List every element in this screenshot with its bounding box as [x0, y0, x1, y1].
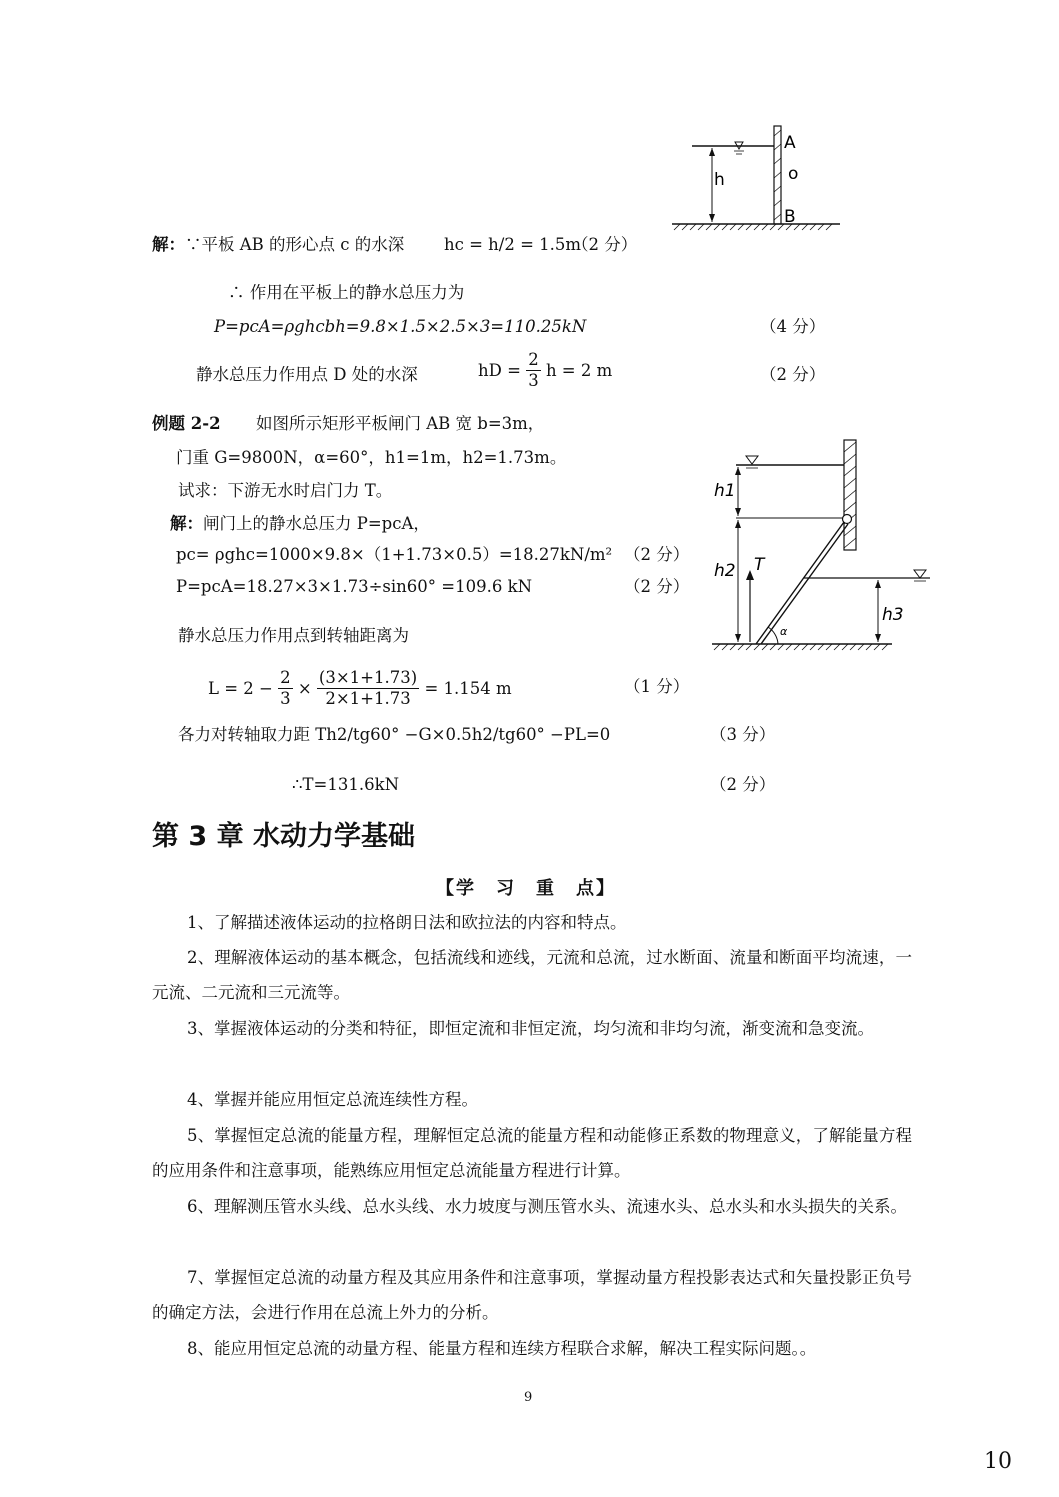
ex22-L-f2-den: 2×1+1.73 — [325, 689, 411, 708]
ex22-L-lhs: L = 2 − — [208, 678, 273, 698]
ex22-moment-eq: 各力对转轴取力距 Th2/tg60° −G×0.5h2/tg60° −PL=0 — [178, 725, 611, 744]
sol1-label: 解： — [152, 235, 185, 254]
sol1-line1-text: ∵平板 AB 的形心点 c 的水深 — [185, 235, 405, 254]
fig1-label-a: A — [784, 133, 796, 153]
sol1-line2: ∴ 作用在平板上的静水总压力为 — [228, 283, 465, 302]
focus-item-6: 6、理解测压管水头线、总水头线、水力坡度与测压管水头、流速水头、总水头和水头损失的关系。 — [187, 1197, 907, 1216]
outer-page-number: 10 — [984, 1449, 1012, 1474]
figure-inclined-gate — [700, 430, 940, 665]
fig1-label-h: h — [714, 170, 725, 190]
fig2-label-h2: h2 — [714, 561, 736, 581]
fig2-label-T: T — [754, 555, 765, 575]
focus-item-2: 2、理解液体运动的基本概念，包括流线和迹线，元流和总流，过水断面、流量和断面平均流速，一元流、二元流和三元流等。 — [152, 948, 912, 1002]
focus-item-8: 8、能应用恒定总流的动量方程、能量方程和连续方程联合求解，解决工程实际问题。。 — [187, 1339, 817, 1358]
ex22-P-eq: P=pcA=18.27×3×1.73÷sin60° =109.6 kN — [176, 577, 533, 596]
fig2-label-h1: h1 — [714, 481, 736, 501]
ex22-title: 例题 2-2 — [152, 414, 221, 433]
fig2-label-h3: h3 — [882, 605, 904, 625]
ex22-line2: 门重 G=9800N，α=60°，h1=1m，h2=1.73m。 — [176, 448, 567, 467]
ex22-T-score: （2 分） — [710, 775, 776, 794]
sol1-line4-fraction — [526, 350, 541, 391]
focus-item-5: 5、掌握恒定总流的能量方程，理解恒定总流的能量方程和动能修正系数的物理意义，了解能量方程的应用条件和注意事项，能熟练应用恒定总流能量方程进行计算。 — [152, 1126, 912, 1180]
ex22-line1: 如图所示矩形平板闸门 AB 宽 b=3m， — [256, 414, 545, 433]
sol1-line4-lhs: hD = — [478, 360, 521, 380]
ex22-L-f1-den: 3 — [280, 689, 291, 708]
ex22-L-score: （1 分） — [624, 677, 690, 696]
sol1-line1-eq: hc = h/2 = 1.5m — [444, 235, 582, 254]
sol1-line4-rhs: h = 2 m — [545, 360, 613, 380]
ex22-moment-score: （3 分） — [710, 725, 776, 744]
figure-plate-ab — [660, 118, 850, 236]
sol1-line4-eq — [478, 350, 612, 391]
sol1-line4-text: 静水总压力作用点 D 处的水深 — [196, 365, 418, 384]
focus-item-3: 3、掌握液体运动的分类和特征，即恒定流和非恒定流，均匀流和非均匀流，渐变流和急变流。 — [187, 1019, 874, 1038]
sol1-line4-score: （2 分） — [760, 365, 826, 384]
focus-item-7: 7、掌握恒定总流的动量方程及其应用条件和注意事项，掌握动量方程投影表达式和矢量投影正负号的确定方法，会进行作用在总流上外力的分析。 — [152, 1268, 912, 1322]
sol1-line4-den: 3 — [528, 371, 539, 390]
ex22-pc-score: （2 分） — [624, 545, 690, 564]
sol1-line4-num: 2 — [528, 350, 539, 369]
ex22-sol-label: 解： — [170, 514, 203, 533]
ex22-L-frac1 — [278, 668, 293, 709]
focus-item-1: 1、了解描述液体运动的拉格朗日法和欧拉法的内容和特点。 — [187, 913, 627, 932]
fig1-label-o: o — [788, 164, 799, 184]
ex22-L-f2-num: (3×1+1.73) — [318, 668, 418, 687]
ex22-sol — [170, 514, 430, 534]
ex22-line3: 试求：下游无水时启门力 T。 — [178, 481, 393, 500]
ex22-L-rhs: = 1.154 m — [424, 678, 512, 698]
ex22-L-f1-num: 2 — [280, 668, 291, 687]
ex22-dist-text: 静水总压力作用点到转轴距离为 — [178, 626, 409, 645]
sol1-line3-score: （4 分） — [760, 317, 826, 336]
ex22-P-score: （2 分） — [624, 577, 690, 596]
ex22-L-frac2 — [317, 668, 419, 709]
sol1-line3-eq: P=pcA=ρghcbh=9.8×1.5×2.5×3=110.25kN — [214, 317, 587, 336]
fig1-label-b: B — [784, 207, 796, 227]
sol1-line1-score: （2 分） — [572, 235, 638, 254]
ex22-T-result: ∴T=131.6kN — [292, 775, 400, 794]
study-focus-title: 【学 习 重 点】 — [436, 878, 616, 899]
ex22-pc-eq: pc= ρghc=1000×9.8×（1+1.73×0.5）=18.27kN/m² — [176, 545, 613, 564]
ex22-L-times: × — [297, 678, 312, 698]
sol1-line1 — [152, 235, 404, 255]
ex22-L-eq — [208, 668, 512, 709]
fig2-label-alpha: α — [780, 625, 788, 638]
ex22-sol-text: 闸门上的静水总压力 P=pcA， — [203, 514, 430, 533]
page-number: 9 — [524, 1390, 533, 1405]
focus-item-4: 4、掌握并能应用恒定总流连续性方程。 — [187, 1090, 478, 1109]
chapter-title: 第 3 章 水动力学基础 — [152, 821, 415, 852]
